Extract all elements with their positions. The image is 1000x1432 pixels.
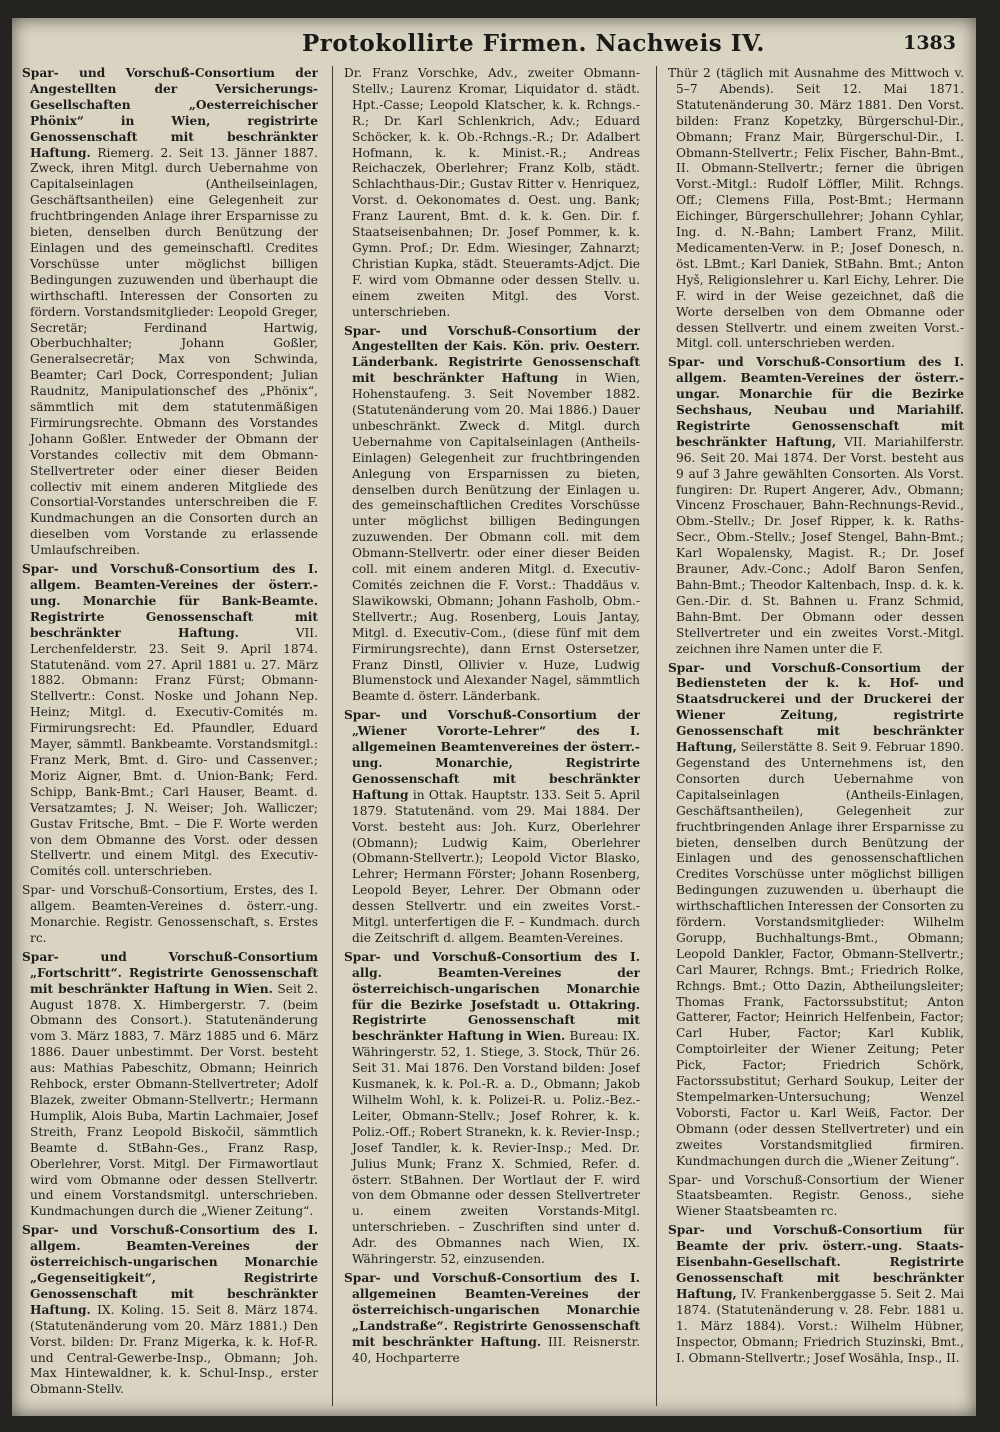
register-entry <box>668 1173 964 1221</box>
column-1 <box>22 66 318 1406</box>
entry-body: Dr. Franz Vorschke, Adv., zweiter Obmann-Stellv.; Laurenz Kromar, Liquidator d. städt. Hpt.-Casse; Leopold Klatscher, k. k. Rchngs.-R.; Dr. Karl Schlenkrich, Adv.; Eduard Schöcker, k. k. Ob.-Rchngs.-R.; Dr. Adalbert Hofmann, k. k. Minist.-R.; Andreas Reichaczek, Oberlehrer; Franz Kolb, städt. Schlachthaus-Dir.; Gustav Ritter v. Henriquez, Vorst. d. Oekonomates d. Oest. ung. Bank; Franz Laurent, Bmt. d. k. k. Gen. Dir. f. Staatseisenbahnen; Dr. Josef Pommer, k. k. Gymn. Prof.; Dr. Edm. Wiesinger, Zahnarzt; Christian Kupka, städt. Steueramts-Adjct. Die F. wird vom Obmanne oder dessen Stellv. u. einem zweiten Mitgl. des Vorst. unterschrieben. <box>344 66 640 319</box>
register-entry <box>344 324 640 706</box>
column-divider <box>656 66 657 1406</box>
entry-body: Spar- und Vorschuß-Consortium, Erstes, des I. allgem. Beamten-Vereines d. österr.-ung. Monarchie. Registr. Genossenschaft, s. Erstes rc. <box>22 883 318 945</box>
register-entry <box>668 661 964 1170</box>
entry-heading: Spar- und Vorschuß-Consortium „Fortschritt“. Registrirte Genossenschaft mit beschränkter Haftung in Wien. <box>22 949 318 996</box>
page-title: Protokollirte Firmen. Nachweis IV. <box>302 30 765 57</box>
register-entry <box>668 66 964 352</box>
register-entry <box>344 1271 640 1366</box>
entry-body: VII. Mariahilferstr. 96. Seit 20. Mai 1874. Der Vorst. besteht aus 9 auf 3 Jahre gewählten Consorten. Als Vorst. fungiren: Dr. Rupert Angerer, Adv., Obmann; Vincenz Froschauer, Bahn-Rechnungs-Revid., Obm.-Stellv.; Dr. Josef Ripper, k. k. Raths-Secr., Obm.-Stellv.; Josef Stengel, Bahn-Bmt.; Karl Wopalensky, Magist. R.; Dr. Josef Brauner, Adv.-Conc.; Adolf Baron Senfen, Bahn-Bmt.; Theodor Kaltenbach, Insp. d. k. k. Gen.-Dir. d. St. Bahnen u. Franz Schmid, Bahn-Bmt. Der Obmann oder dessen Stellvertreter und ein zweites Vorst.-Mitgl. zeichnen ihre Namen unter die F. <box>676 434 964 656</box>
register-entry <box>668 355 964 657</box>
document-page <box>12 18 976 1416</box>
column-divider <box>332 66 333 1406</box>
column-2 <box>344 66 640 1406</box>
entry-body: in Wien, Hohenstaufeng. 3. Seit November 1882. (Statutenänderung vom 20. Mai 1886.) Dauer unbeschränkt. Zweck d. Mitgl. durch Uebernahme von Capitalseinlagen (Antheils-Einlagen) Gelegenheit zur fruchtbringenden Anlegung von Ersparnissen zu bieten, denselben durch Benützung der Einlagen u. des gemeinschaftlichen Credites Vorschüsse unter möglichst billigen Bedingungen zuzuwenden. Der Obmann coll. mit dem Obmann-Stellvertr. oder einer dieser Beiden coll. mit einem anderen Mitgl. d. Executiv-Comités zeichnen die F. Vorst.: Thaddäus v. Slawikowski, Obmann; Johann Fasholb, Obm.-Stellvertr.; Aug. Rosenberg, Louis Jantay, Mitgl. d. Executiv-Com., (diese fünf mit dem Firmirungsrechte), dann Ernst Ostersetzer, Franz Dinstl, Ollivier v. Huze, Ludwig Blumenstock und Alexander Nagel, sämmtlich Beamte d. österr. Länderbank. <box>352 371 640 704</box>
entry-heading: Spar- und Vorschuß-Consortium der Bediensteten der k. k. Hof- und Staatsdruckerei und der Druckerei der Wiener Zeitung, registrirte Genossenschaft mit beschränkter Haftung, <box>668 660 964 755</box>
entry-heading: Spar- und Vorschuß-Consortium für Beamte der priv. österr.-ung. Staats-Eisenbahn-Gesellschaft. Registrirte Genossenschaft mit beschränkter Haftung, <box>668 1223 964 1301</box>
entry-body: III. Reisnerstr. 40, Hochparterre <box>352 1334 640 1365</box>
register-entry <box>22 883 318 947</box>
register-entry <box>22 950 318 1220</box>
entry-heading: Spar- und Vorschuß-Consortium des I. allgem. Beamten-Vereines der österr.-ungar. Monarchie für die Bezirke Sechshaus, Neubau und Mariahilf. Registrirte Genossenschaft mit beschränkter Haftung, <box>668 355 964 449</box>
entry-body: in Ottak. Hauptstr. 133. Seit 5. April 1879. Statutenänd. vom 29. Mai 1884. Der Vorst. besteht aus: Joh. Kurz, Oberlehrer (Obmann); Ludwig Kaim, Oberlehrer (Obmann-Stellvertr.); Leopold Victor Blasko, Lehrer; Hermann Förster; Johann Rosenberg, Leopold Beyer, Lehrer. Der Obmann oder dessen Stellvertr. und ein zweites Vorst.-Mitgl. unterfertigen die F. – Kundmach. durch die Zeitschrift d. allgem. Beamten-Vereines. <box>352 787 640 945</box>
entry-body: Spar- und Vorschuß-Consortium der Wiener Staatsbeamten. Registr. Genoss., siehe Wiener Staatsbeamten rc. <box>668 1172 964 1219</box>
entry-body: Seit 2. August 1878. X. Himbergerstr. 7. (beim Obmann des Consort.). Statutenänderung vom 3. März 1883, 7. März 1885 und 6. März 1886. Dauer unbestimmt. Der Vorst. besteht aus: Mathias Pabeschitz, Obmann; Heinrich Rehbock, erster Obmann-Stellvertreter; Adolf Blazek, zweiter Obmann-Stellvertr.; Hermann Humplik, Alois Buba, Martin Lachmaier, Josef Streith, Franz Leopold Biskočil, sämmtlich Beamte d. StBahn-Ges., Franz Rasp, Oberlehrer, Vorst. Mitgl. Der Firmawortlaut wird vom Obmanne oder dessen Stellvertr. und einem Vorstandsmitgl. unterschrieben. Kundmachungen durch die „Wiener Zeitung“. <box>30 981 318 1219</box>
page-header <box>12 28 976 62</box>
text-columns <box>22 66 966 1406</box>
register-entry <box>344 66 640 321</box>
entry-body: IX. Koling. 15. Seit 8. März 1874. (Statutenänderung vom 20. März 1881.) Den Vorst. bilden: Dr. Franz Migerka, k. k. Hof-R. und Central-Gewerbe-Insp., Obmann; Joh. Max Hintewaldner, k. k. Schul-Insp., erster Obmann-Stellv. <box>30 1302 318 1397</box>
entry-body: Riemerg. 2. Seit 13. Jänner 1887. Zweck, ihren Mitgl. durch Uebernahme von Capitalseinlagen (Antheilseinlagen, Geschäftsantheilen) eine Gelegenheit zur fruchtbringenden Anlage ihrer Ersparnisse zu bieten, denselben durch Benützung der Einlagen und des gemeinschaftl. Credites Vorschüsse unter möglichst billigen Bedingungen zuzuwenden und überhaupt die wirthschaftl. Interessen der Consorten zu fördern. Vorstandsmitglieder: Leopold Greger, Secretär; Ferdinand Hartwig, Oberbuchhalter; Johann Goßler, Generalsecretär; Max von Schwinda, Beamter; Carl Dock, Correspondent; Julian Raudnitz, Manipulationschef des „Phönix“, sämmtlich mit dem statutenmäßigen Firmirungsrechte. Obmann des Vorstandes Johann Goßler. Entweder der Obmann der Vorstandes collectiv mit dem Obmann-Stellvertreter oder einer dieser Beiden collectiv mit einem anderen Mitgliede des Consortial-Vorstandes unterschreiben die F. Kundmachungen an die Consorten durch an dieselben vom Vorstande zu erlassende Umlaufschreiben. <box>30 145 318 558</box>
page-number: 1383 <box>903 32 956 54</box>
register-entry <box>22 562 318 880</box>
entry-heading: Spar- und Vorschuß-Consortium des I. allg. Beamten-Vereines der österreichisch-ungarischen Monarchie für die Bezirke Josefstadt u. Ottakring. Registrirte Genossenschaft mit beschränkter Haftung in Wien. <box>344 949 640 1044</box>
register-entry <box>344 950 640 1268</box>
register-entry <box>22 1223 318 1398</box>
entry-heading: Spar- und Vorschuß-Consortium des I. allgemeinen Beamten-Vereines der österreichisch-ungarischen Monarchie „Landstraße“. Registrirte Genossenschaft mit beschränkter Haftung. <box>344 1270 640 1349</box>
entry-body: VII. Lerchenfelderstr. 23. Seit 9. April 1874. Statutenänd. vom 27. April 1881 u. 27. März 1882. Obmann: Franz Fürst; Obmann-Stellvertr.: Const. Noske und Johann Nep. Heinz; Mitgl. d. Executiv-Comités m. Firmirungsrecht: Ed. Pfaundler, Eduard Mayer, sämmtl. Bankbeamte. Vorstandsmitgl.: Franz Merk, Bmt. d. Giro- und Cassenver.; Moriz Aigner, Bmt. d. Union-Bank; Ferd. Schipp, Bank-Bmt.; Carl Hauser, Beamt. d. Versatzamtes; J. N. Weiser; Joh. Walliczer; Gustav Fritsche, Bmt. – Die F. Worte werden von dem Obmanne des Vorst. oder dessen Stellvertr. und einem Mitgl. des Executiv-Comités coll. unterschrieben. <box>30 625 318 879</box>
entry-body: IV. Frankenberggasse 5. Seit 2. Mai 1874. (Statutenänderung v. 28. Febr. 1881 u. 1. März 1884). Vorst.: Wilhelm Hübner, Inspector, Obmann; Friedrich Stuzinski, Bmt., I. Obmann-Stellvertr.; Josef Wosähla, Insp., II. <box>676 1286 964 1365</box>
register-entry <box>22 66 318 559</box>
entry-heading: Spar- und Vorschuß-Consortium des I. allgem. Beamten-Vereines der österr.-ung. Monarchie für Bank-Beamte. Registrirte Genossenschaft mit beschränkter Haftung. <box>22 562 318 640</box>
entry-body: Bureau: IX. Währingerstr. 52, 1. Stiege, 3. Stock, Thür 26. Seit 31. Mai 1876. Den Vorstand bilden: Josef Kusmanek, k. k. Pol.-R. a. D., Obmann; Jakob Wilhelm Wohl, k. k. Polizei-R. u. Poliz.-Bez.-Leiter, Obmann-Stellv.; Josef Rohrer, k. k. Poliz.-Off.; Robert Stranekn, k. k. Revier-Insp.; Josef Tandler, k. k. Revier-Insp.; Med. Dr. Julius Munk; Franz X. Schmied, Refer. d. österr. StBahnen. Der Wortlaut der F. wird von dem Obmanne oder dessen Stellvertreter u. einem zweiten Vorstands-Mitgl. unterschrieben. – Zuschriften sind unter d. Adr. des Obmannes nach Wien, IX. Währingerstr. 52, einzusenden. <box>352 1029 640 1267</box>
entry-heading: Spar- und Vorschuß-Consortium der Angestellten der Versicherungs-Gesellschaften „Oesterreichischer Phönix“ in Wien, registrirte Genossenschaft mit beschränkter Haftung. <box>22 66 318 160</box>
register-entry <box>668 1223 964 1366</box>
entry-heading: Spar- und Vorschuß-Consortium der „Wiener Vororte-Lehrer“ des I. allgemeinen Beamtenvereines der österr.-ung. Monarchie, Registrirte Genossenschaft mit beschränkter Haftung <box>344 708 640 802</box>
entry-body: Seilerstätte 8. Seit 9. Februar 1890. Gegenstand des Unternehmens ist, den Consorten durch Uebernahme von Capitalseinlagen (Antheils-Einlagen, Geschäftsantheilen), Gelegenheit zur fruchtbringenden Anlage ihrer Ersparnisse zu bieten, denselben durch Benützung der Einlagen und des genossenschaftlichen Credites Vorschüsse unter möglichst billigen Bedingungen zuzuwenden u. überhaupt die wirthschaftlichen Interessen der Consorten zu fördern. Vorstandsmitglieder: Wilhelm Gorupp, Buchhaltungs-Bmt., Obmann; Leopold Dankler, Factor, Obmann-Stellvertr.; Carl Maurer, Rchngs. Bmt.; Friedrich Rolke, Rchngs. Bmt.; Otto Dazin, Abtheilungsleiter; Thomas Frank, Factorssubstitut; Anton Gatterer, Factor; Heinrich Helfenbein, Factor; Carl Huber, Factor; Karl Kublik, Comptoirleiter der Wiener Zeitung; Peter Pick, Factor; Friedrich Schörk, Factorssubstitut; Gerhard Soukup, Leiter der Stempelmarken-Untersuchung; Wenzel Voborsti, Factor u. Karl Weiß, Factor. Der Obmann (oder dessen Stellvertreter) und ein zweites Vorstandsmitglied firmiren. Kundmachungen durch die „Wiener Zeitung“. <box>676 740 964 1168</box>
entry-body: Thür 2 (täglich mit Ausnahme des Mittwoch v. 5–7 Abends). Seit 12. Mai 1871. Statutenänderung 30. März 1881. Den Vorst. bilden: Franz Kopetzky, Bürgerschul-Dir., Obmann; Franz Mair, Bürgerschul-Dir., I. Obmann-Stellvertr.; Felix Fischer, Bahn-Bmt., II. Obmann-Stellvertr.; ferner die übrigen Vorst.-Mitgl.: Rudolf Löffler, Milit. Rchngs. Off.; Clemens Filla, Post-Bmt.; Hermann Eichinger, Bürgerschullehrer; Johann Cyhlar, Ing. d. N.-Bahn; Lambert Franz, Milit. Medicamenten-Verw. in P.; Josef Donesch, n. öst. LBmt.; Karl Daniek, StBahn. Bmt.; Anton Hyš, Religionslehrer u. Karl Eichy, Lehrer. Die F. wird in der Weise gezeichnet, daß die Worte derselben von dem Obmanne oder dessen Stellvertr. und einem zweiten Vorst.-Mitgl. coll. unterschrieben werden. <box>668 66 964 351</box>
entry-heading: Spar- und Vorschuß-Consortium des I. allgem. Beamten-Vereines der österreichisch-ungarischen Monarchie „Gegenseitigkeit“, Registrirte Genossenschaft mit beschränkter Haftung. <box>22 1223 318 1317</box>
register-entry <box>344 708 640 947</box>
column-3 <box>668 66 964 1406</box>
entry-heading: Spar- und Vorschuß-Consortium der Angestellten der Kais. Kön. priv. Oesterr. Länderbank. Registrirte Genossenschaft mit beschränkter Haftung <box>344 323 640 386</box>
